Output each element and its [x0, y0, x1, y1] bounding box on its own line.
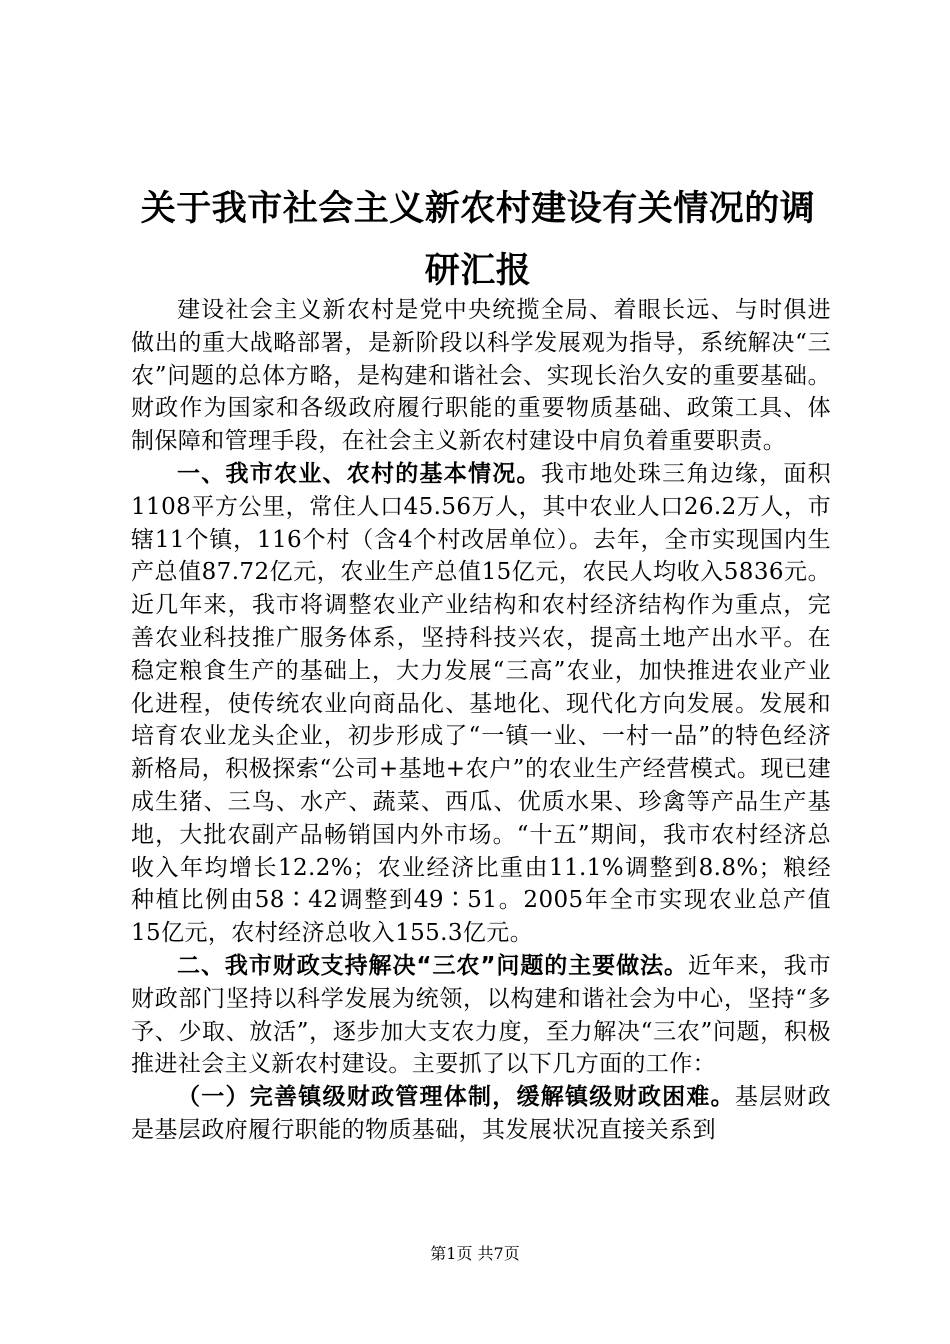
paragraph-text: 基层财政是基层政府履行职能的物质基础，其发展状况直接关系到 [131, 1084, 831, 1143]
subsection-heading-town-finance: （一）完善镇级财政管理体制，缓解镇级财政困难。 [177, 1084, 735, 1111]
paragraph-text: 近年来，我市财政部门坚持以科学发展为统领，以构建和谐社会为中心，坚持“多予、少取、放活”，逐步加大支农力度，至力解决“三农”问题，积极推进社会主义新农村建设。主要抓了以下几方面的工作： [131, 952, 831, 1078]
paragraph-intro [131, 294, 831, 458]
paragraph-text: 我市地处珠三角边缘，面积1108平方公里，常住人口45.56万人，其中农业人口26.2万人，市辖11个镇，116个村（含4个村改居单位）。去年，全市实现国内生产总值87.72亿元，农业生产总值15亿元，农民人均收入5836元。近几年来，我市将调整农业产业结构和农村经济结构作为重点，完善农业科技推广服务体系，坚持科技兴农，提高土地产出水平。在稳定粮食生产的基础上，大力发展“三高”农业，加快推进农业产业化进程，使传统农业向商品化、基地化、现代化方向发展。发展和培育农业龙头企业，初步形成了“一镇一业、一村一品”的特色经济新格局，积极探索“公司+基地+农户”的农业生产经营模式。现已建成生猪、三鸟、水产、蔬菜、西瓜、优质水果、珍禽等产品生产基地，大批农副产品畅销国内外市场。“十五”期间，我市农村经济总收入年均增长12.2%；农业经济比重由11.1%调整到8.8%；粮经种植比例由58∶42调整到49∶51。2005年全市实现农业总产值15亿元，农村经济总收入155.3亿元。 [131, 460, 831, 947]
section-heading-main-practices: 二、我市财政支持解决“三农”问题的主要做法。 [177, 952, 688, 979]
paragraph-section-2 [131, 950, 831, 1081]
section-heading-basic-situation: 一、我市农业、农村的基本情况。 [177, 460, 541, 487]
page-number-footer: 第1页 共7页 [430, 1244, 520, 1263]
paragraph-subsection-1 [131, 1081, 831, 1147]
paragraph-text: 建设社会主义新农村是党中央统揽全局、着眼长远、与时俱进做出的重大战略部署，是新阶段以科学发展观为指导，系统解决“三农”问题的总体方略，是构建和谐社会、实现长治久安的重要基础。财政作为国家和各级政府履行职能的重要物质基础、政策工具、体制保障和管理手段，在社会主义新农村建设中肩负着重要职责。 [131, 297, 831, 455]
paragraph-section-1 [131, 458, 831, 950]
document-body [131, 294, 831, 1147]
document-title: 关于我市社会主义新农村建设有关情况的调研汇报 [140, 189, 816, 291]
